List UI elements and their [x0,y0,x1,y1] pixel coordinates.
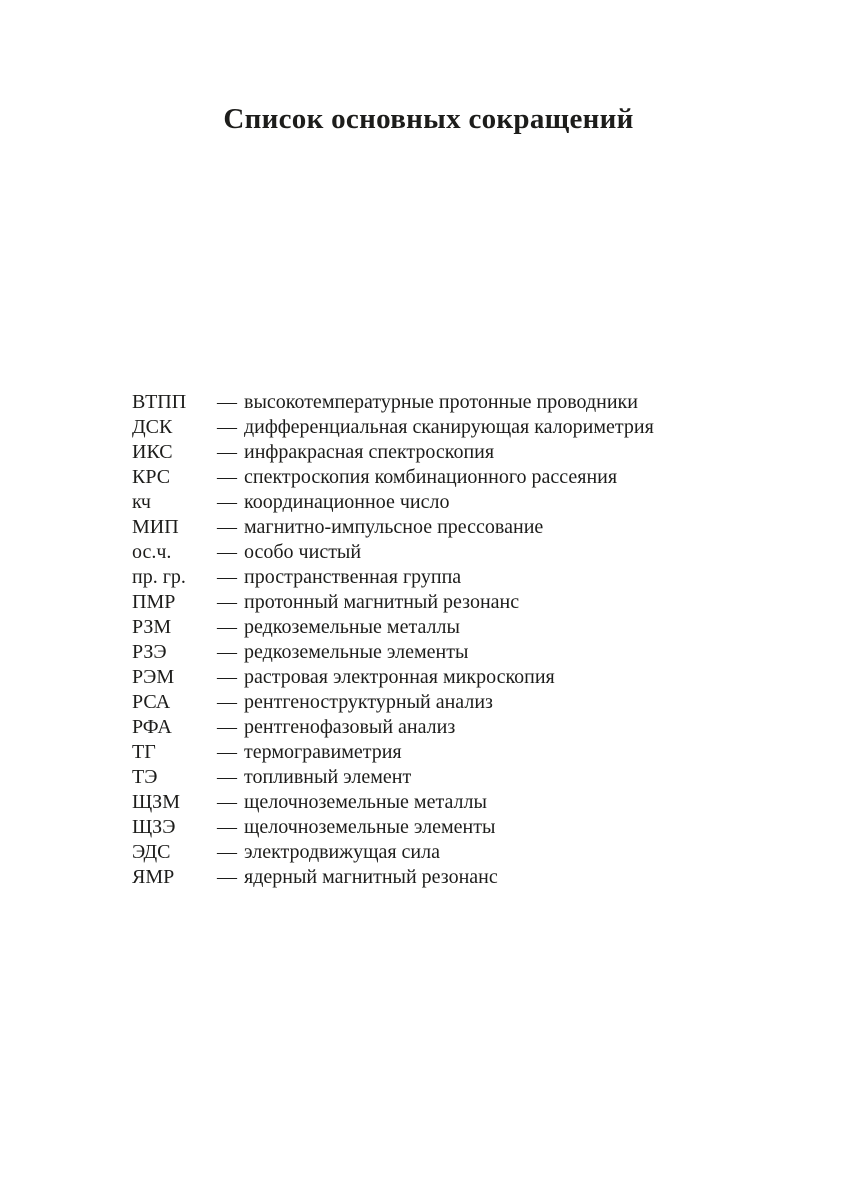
abbreviation-row [132,515,692,540]
abbreviation-dash: — [217,516,237,538]
abbreviation-definition: пространственная группа [244,566,462,588]
abbreviation-term: кч [132,491,151,513]
abbreviation-term: ЯМР [132,866,175,888]
abbreviation-row [132,690,692,715]
abbreviation-dash: — [217,666,237,688]
abbreviation-dash: — [217,416,237,438]
abbreviation-definition: термогравиметрия [244,741,402,763]
abbreviation-term: ТГ [132,741,156,763]
abbreviation-row [132,465,692,490]
abbreviation-term: МИП [132,516,179,538]
abbreviation-dash: — [217,841,237,863]
abbreviation-dash: — [217,691,237,713]
abbreviation-list [132,390,692,890]
abbreviation-definition: редкоземельные элементы [244,641,469,663]
abbreviation-definition: топливный элемент [244,766,412,788]
abbreviation-term: РЗМ [132,616,172,638]
abbreviation-dash: — [217,491,237,513]
abbreviation-term: ТЭ [132,766,158,788]
abbreviation-dash: — [217,791,237,813]
abbreviation-term: КРС [132,466,171,488]
abbreviation-term: ЭДС [132,841,171,863]
abbreviation-definition: протонный магнитный резонанс [244,591,520,613]
abbreviation-term: ДСК [132,416,173,438]
abbreviation-dash: — [217,441,237,463]
abbreviation-definition: электродвижущая сила [244,841,440,863]
abbreviation-definition: координационное число [244,491,450,513]
abbreviation-definition: рентгеноструктурный анализ [244,691,493,713]
abbreviation-row [132,765,692,790]
abbreviation-term: ЩЗЭ [132,816,176,838]
abbreviation-term: ВТПП [132,391,187,413]
abbreviation-term: ИКС [132,441,173,463]
abbreviation-term: РФА [132,716,172,738]
abbreviation-row [132,715,692,740]
abbreviation-dash: — [217,541,237,563]
abbreviation-dash: — [217,391,237,413]
abbreviation-term: ос.ч. [132,541,172,563]
abbreviation-term: РСА [132,691,171,713]
abbreviation-row [132,565,692,590]
page-title: Список основных сокращений [223,103,634,135]
abbreviation-term: РЗЭ [132,641,167,663]
abbreviation-definition: высокотемпературные протонные проводники [244,391,638,413]
abbreviation-term: ЩЗМ [132,791,180,813]
abbreviation-dash: — [217,816,237,838]
abbreviation-term: пр. гр. [132,566,186,588]
abbreviation-definition: спектроскопия комбинационного рассеяния [244,466,618,488]
abbreviation-definition: инфракрасная спектроскопия [244,441,495,463]
abbreviation-row [132,665,692,690]
abbreviation-row [132,865,692,890]
abbreviation-row [132,840,692,865]
abbreviation-definition: растровая электронная микроскопия [244,666,555,688]
abbreviation-row [132,540,692,565]
abbreviation-definition: магнитно-импульсное прессование [244,516,544,538]
abbreviation-definition: щелочноземельные элементы [244,816,496,838]
abbreviation-row [132,490,692,515]
abbreviation-definition: щелочноземельные металлы [244,791,487,813]
abbreviation-term: РЭМ [132,666,175,688]
book-page [0,102,857,1182]
abbreviation-row [132,615,692,640]
abbreviation-dash: — [217,616,237,638]
abbreviation-term: ПМР [132,591,176,613]
abbreviation-definition: ядерный магнитный резонанс [244,866,498,888]
abbreviation-dash: — [217,466,237,488]
abbreviation-row [132,640,692,665]
abbreviation-row [132,790,692,815]
abbreviation-dash: — [217,766,237,788]
abbreviation-definition: рентгенофазовый анализ [244,716,456,738]
abbreviation-row [132,815,692,840]
abbreviation-definition: редкоземельные металлы [244,616,460,638]
abbreviation-dash: — [217,591,237,613]
abbreviation-row [132,440,692,465]
abbreviation-dash: — [217,866,237,888]
abbreviation-dash: — [217,716,237,738]
abbreviation-dash: — [217,741,237,763]
abbreviation-definition: особо чистый [244,541,362,563]
abbreviation-row [132,415,692,440]
abbreviation-dash: — [217,566,237,588]
abbreviation-definition: дифференциальная сканирующая калориметрия [244,416,654,438]
abbreviation-dash: — [217,641,237,663]
abbreviation-row [132,740,692,765]
abbreviation-row [132,590,692,615]
abbreviation-row [132,390,692,415]
